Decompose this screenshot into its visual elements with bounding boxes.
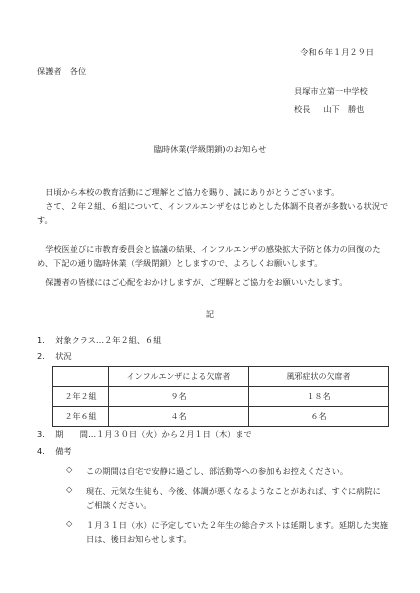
addressee: 保護者 各位 (37, 66, 87, 76)
item-number: 1. (37, 335, 45, 345)
item-number: 3. (37, 429, 45, 439)
table-row (53, 407, 389, 427)
table-header-cell: 風邪症状の欠席者 (249, 367, 389, 387)
principal-title: 校長 (294, 104, 311, 114)
bullet-diamond: ◇ (66, 464, 73, 474)
table-cell-cold: １８名 (249, 387, 389, 407)
paragraph-situation: さて、２年２組、６組について、インフルエンザをはじめとした体調不良者が多数いる状況です。 (37, 201, 389, 226)
item-number: 2. (37, 351, 45, 361)
table-cell-flu: ４名 (109, 407, 249, 427)
note-hospital: 現在、元気な生徒も、今後、体調が悪くなるようなことがあれば、すぐに病院にご相談ください。 (86, 486, 381, 511)
absence-table (52, 366, 389, 427)
item-label: 備考 (55, 446, 72, 456)
paragraph-decision: 学校医並びに市教育委員会と協議の結果、インフルエンザの感染拡大予防と体力の回復のため、下記の通り臨時休業（学級閉鎖）としますので、よろしくお願いします。 (37, 244, 381, 269)
table-cell-flu: ９名 (109, 387, 249, 407)
table-cell-class: ２年２組 (53, 387, 109, 407)
item-status (37, 351, 72, 362)
school-name: 貝塚市立第一中学校 (294, 86, 368, 96)
table-header-cell: インフルエンザによる欠席者 (109, 367, 249, 387)
table-row (53, 387, 389, 407)
item-label: 対象クラス…２年２組、６組 (55, 335, 162, 345)
ki-heading: 記 (205, 309, 215, 319)
principal (294, 104, 364, 115)
item-label: 状況 (55, 351, 72, 361)
note-test-postponed: １月３１日（水）に予定していた２年生の総合テストは延期します。延期した実施日は、後日お知らせします。 (86, 520, 388, 545)
item-remarks (37, 446, 72, 457)
item-period (37, 429, 252, 440)
document-title: 臨時休業(学級閉鎖)のお知らせ (153, 144, 267, 154)
note-stay-home: この期間は自宅で安静に過ごし、部活動等への参加もお控えください。 (86, 466, 349, 476)
bullet-diamond: ◇ (66, 518, 73, 528)
table-cell-cold: ６名 (249, 407, 389, 427)
table-header-cell (53, 367, 109, 387)
item-label: 期 間…１月３０日（火）から２月１日（木）まで (55, 429, 252, 439)
document-date: 令和６年１月２９日 (300, 47, 374, 57)
item-target-class (37, 335, 161, 346)
principal-name: 山下 勝也 (323, 104, 365, 114)
paragraph-greeting: 日頃から本校の教育活動にご理解とご協力を賜り、誠にありがとうございます。 (45, 187, 340, 197)
table-header-row (53, 367, 389, 387)
bullet-diamond: ◇ (66, 484, 73, 494)
table-cell-class: ２年６組 (53, 407, 109, 427)
paragraph-closing: 保護者の皆様にはご心配をおかけしますが、ご理解とご協力をお願いいたします。 (45, 277, 348, 287)
item-number: 4. (37, 446, 45, 456)
